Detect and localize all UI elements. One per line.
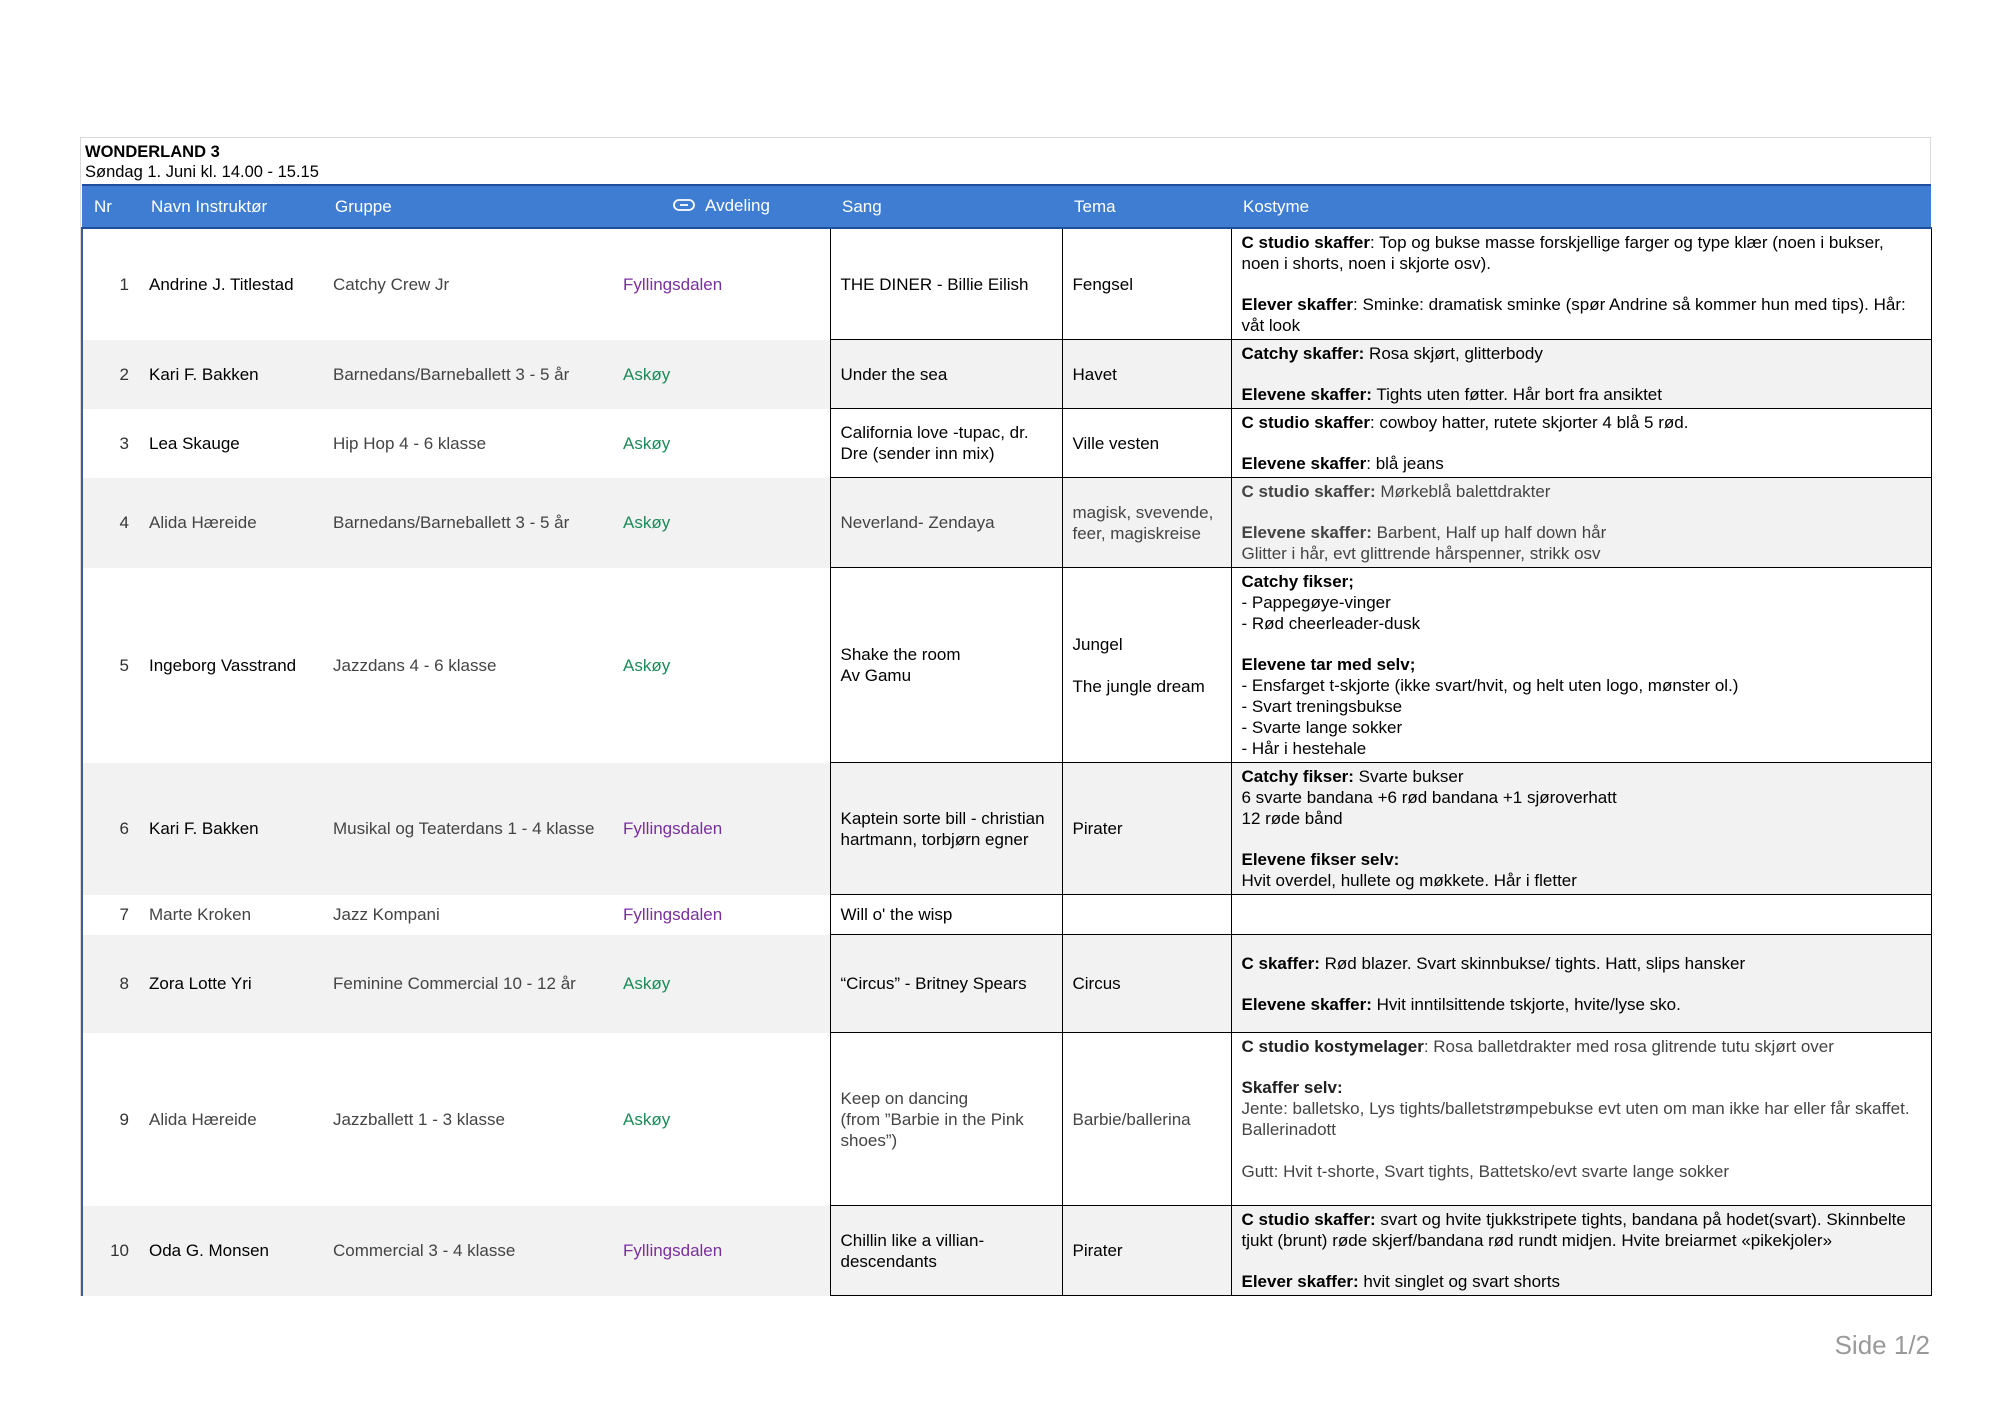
cell-avdeling: Fyllingsdalen: [613, 895, 830, 935]
kostyme-text: Tights uten føtter. Hår bort fra ansiktet: [1371, 385, 1662, 404]
header-avdeling[interactable]: [613, 185, 830, 228]
cell-tema: Circus: [1062, 935, 1231, 1033]
kostyme-label: Elevene skaffer: [1241, 454, 1367, 473]
table-row: [82, 763, 1931, 895]
cell-navn: Alida Hæreide: [139, 1033, 323, 1206]
kostyme-text: - Pappegøye-vinger - Rød cheerleader-dusk: [1241, 593, 1421, 633]
cell-nr: 5: [82, 568, 139, 763]
cell-tema: Barbie/ballerina: [1062, 1033, 1231, 1206]
kostyme-label: Skaffer selv:: [1241, 1078, 1343, 1097]
table-row: [82, 1033, 1931, 1206]
kostyme-text: svart og hvite tjukkstripete tights, bandana på hodet(svart). Skinnbelte tjukt (brunt) røde skjerf/bandana rød rundt midjen. Hvite breiarmet «pikekjoler»: [1241, 1210, 1906, 1250]
header-navn[interactable]: Navn Instruktør: [139, 185, 323, 228]
cell-avdeling: Askøy: [613, 340, 830, 409]
kostyme-text: Svarte bukser 6 svarte bandana +6 rød bandana +1 sjøroverhatt 12 røde bånd: [1241, 767, 1617, 828]
kostyme-text: - Ensfarget t-skjorte (ikke svart/hvit, og helt uten logo, mønster ol.) - Svart treningsbukse - Svarte lange sokker - Hår i hestehale: [1241, 676, 1739, 758]
cell-avdeling: Fyllingsdalen: [613, 763, 830, 895]
cell-navn: Oda G. Monsen: [139, 1206, 323, 1296]
cell-sang: THE DINER - Billie Eilish: [830, 228, 1062, 340]
link-icon[interactable]: [673, 197, 695, 217]
cell-nr: 9: [82, 1033, 139, 1206]
cell-kostyme: [1231, 1206, 1931, 1296]
cell-sang: Will o' the wisp: [830, 895, 1062, 935]
cell-kostyme: [1231, 935, 1931, 1033]
cell-tema: Pirater: [1062, 1206, 1231, 1296]
cell-gruppe: Commercial 3 - 4 klasse: [323, 1206, 613, 1296]
cell-nr: 7: [82, 895, 139, 935]
cell-kostyme: [1231, 340, 1931, 409]
header-nr[interactable]: Nr: [82, 185, 139, 228]
kostyme-text: : Top og bukse masse forskjellige farger og type klær (noen i bukser, noen i shorts, noen i skjorte osv).: [1241, 233, 1884, 273]
kostyme-text: : Sminke: dramatisk sminke (spør Andrine så kommer hun med tips). Hår: våt look: [1241, 295, 1906, 335]
cell-nr: 1: [82, 228, 139, 340]
cell-nr: 6: [82, 763, 139, 895]
kostyme-text: : blå jeans: [1366, 454, 1444, 473]
cell-gruppe: Feminine Commercial 10 - 12 år: [323, 935, 613, 1033]
cell-gruppe: Jazzdans 4 - 6 klasse: [323, 568, 613, 763]
table-row: [82, 895, 1931, 935]
cell-nr: 3: [82, 409, 139, 478]
cell-navn: Kari F. Bakken: [139, 340, 323, 409]
cell-avdeling: Askøy: [613, 935, 830, 1033]
cell-sang: California love -tupac, dr. Dre (sender inn mix): [830, 409, 1062, 478]
cell-sang: Neverland- Zendaya: [830, 478, 1062, 568]
cell-navn: Andrine J. Titlestad: [139, 228, 323, 340]
table-row: [82, 935, 1931, 1033]
kostyme-label: Elevene tar med selv;: [1241, 655, 1416, 674]
kostyme-label: Catchy skaffer:: [1241, 344, 1365, 363]
cell-tema: Havet: [1062, 340, 1231, 409]
schedule-sheet: [80, 137, 1931, 1296]
cell-gruppe: Barnedans/Barneballett 3 - 5 år: [323, 340, 613, 409]
kostyme-text: Rød blazer. Svart skinnbukse/ tights. Hatt, slips hansker: [1319, 953, 1746, 973]
cell-kostyme: [1231, 895, 1931, 935]
cell-kostyme: [1231, 478, 1931, 568]
cell-navn: Ingeborg Vasstrand: [139, 568, 323, 763]
cell-tema: Ville vesten: [1062, 409, 1231, 478]
cell-avdeling: Askøy: [613, 1033, 830, 1206]
table-header-row: [82, 185, 1931, 228]
kostyme-text: Barbent, Half up half down hår Glitter i hår, evt glittrende hårspenner, strikk osv: [1241, 523, 1607, 563]
cell-nr: 8: [82, 935, 139, 1033]
cell-nr: 4: [82, 478, 139, 568]
page-number: Side 1/2: [1834, 1330, 1930, 1360]
cell-sang: Chillin like a villian- descendants: [830, 1206, 1062, 1296]
kostyme-label: C studio skaffer: [1241, 233, 1370, 252]
document-subtitle: Søndag 1. Juni kl. 14.00 - 15.15: [85, 163, 319, 181]
cell-tema: [1062, 895, 1231, 935]
cell-tema: Jungel The jungle dream: [1062, 568, 1231, 763]
cell-avdeling: Askøy: [613, 409, 830, 478]
cell-tema: Fengsel: [1062, 228, 1231, 340]
header-tema[interactable]: Tema: [1062, 185, 1231, 228]
schedule-table: [81, 184, 1932, 1296]
kostyme-label: Elever skaffer: [1241, 295, 1354, 314]
kostyme-text: : Rosa balletdrakter med rosa glitrende tutu skjørt over: [1423, 1037, 1834, 1056]
kostyme-label: Elevene skaffer:: [1241, 523, 1372, 542]
kostyme-label: Elevene skaffer:: [1241, 994, 1372, 1014]
cell-kostyme: [1231, 568, 1931, 763]
kostyme-label: Catchy fikser:: [1241, 767, 1354, 786]
kostyme-text: Jente: balletsko, Lys tights/balletstrømpebukse evt uten om man ikke har eller får skaffet. Ballerinadott Gutt: Hvit t-shorte, Svart tights, Battetsko/evt svarte lange sokker: [1241, 1099, 1910, 1181]
kostyme-label: Elevene skaffer:: [1241, 385, 1372, 404]
kostyme-label: C studio skaffer:: [1241, 482, 1376, 501]
cell-avdeling: Askøy: [613, 478, 830, 568]
cell-sang: “Circus” - Britney Spears: [830, 935, 1062, 1033]
kostyme-label: Elever skaffer:: [1241, 1272, 1359, 1291]
kostyme-label: Elevene fikser selv:: [1241, 850, 1400, 869]
cell-kostyme: [1231, 763, 1931, 895]
table-row: [82, 228, 1931, 340]
table-row: [82, 1206, 1931, 1296]
table-row: [82, 340, 1931, 409]
cell-kostyme: [1231, 409, 1931, 478]
kostyme-label: C studio kostymelager: [1241, 1037, 1424, 1056]
cell-gruppe: Catchy Crew Jr: [323, 228, 613, 340]
cell-nr: 2: [82, 340, 139, 409]
table-row: [82, 478, 1931, 568]
header-kostyme[interactable]: Kostyme: [1231, 185, 1931, 228]
cell-avdeling: Fyllingsdalen: [613, 1206, 830, 1296]
cell-sang: Kaptein sorte bill - christian hartmann, torbjørn egner: [830, 763, 1062, 895]
cell-navn: Zora Lotte Yri: [139, 935, 323, 1033]
header-gruppe[interactable]: Gruppe: [323, 185, 613, 228]
cell-navn: Alida Hæreide: [139, 478, 323, 568]
cell-gruppe: Jazz Kompani: [323, 895, 613, 935]
cell-avdeling: Fyllingsdalen: [613, 228, 830, 340]
kostyme-label: C studio skaffer: [1241, 413, 1370, 432]
table-row: [82, 568, 1931, 763]
cell-sang: Under the sea: [830, 340, 1062, 409]
kostyme-label: Catchy fikser;: [1241, 572, 1354, 591]
cell-navn: Kari F. Bakken: [139, 763, 323, 895]
kostyme-text: Mørkeblå balettdrakter: [1375, 482, 1551, 501]
document-title: WONDERLAND 3: [85, 143, 220, 161]
cell-tema: magisk, svevende, feer, magiskreise: [1062, 478, 1231, 568]
kostyme-label: C studio skaffer:: [1241, 1210, 1376, 1229]
cell-sang: Keep on dancing (from ”Barbie in the Pink shoes”): [830, 1033, 1062, 1206]
cell-navn: Lea Skauge: [139, 409, 323, 478]
cell-navn: Marte Kroken: [139, 895, 323, 935]
cell-gruppe: Hip Hop 4 - 6 klasse: [323, 409, 613, 478]
cell-gruppe: Jazzballett 1 - 3 klasse: [323, 1033, 613, 1206]
header-avdeling-label: Avdeling: [705, 196, 770, 216]
cell-kostyme: [1231, 1033, 1931, 1206]
kostyme-text: Rosa skjørt, glitterbody: [1364, 344, 1543, 363]
kostyme-text: hvit singlet og svart shorts: [1358, 1272, 1560, 1291]
cell-avdeling: Askøy: [613, 568, 830, 763]
kostyme-text: Hvit overdel, hullete og møkkete. Hår i fletter: [1241, 871, 1577, 890]
cell-sang: Shake the room Av Gamu: [830, 568, 1062, 763]
kostyme-text: Hvit inntilsittende tskjorte, hvite/lyse sko.: [1371, 994, 1681, 1014]
cell-kostyme: [1231, 228, 1931, 340]
cell-nr: 10: [82, 1206, 139, 1296]
table-row: [82, 409, 1931, 478]
cell-gruppe: Musikal og Teaterdans 1 - 4 klasse: [323, 763, 613, 895]
kostyme-text: : cowboy hatter, rutete skjorter 4 blå 5 rød.: [1369, 413, 1689, 432]
cell-tema: Pirater: [1062, 763, 1231, 895]
kostyme-label: C skaffer:: [1241, 953, 1320, 973]
title-area: [81, 138, 1930, 184]
header-sang[interactable]: Sang: [830, 185, 1062, 228]
cell-gruppe: Barnedans/Barneballett 3 - 5 år: [323, 478, 613, 568]
